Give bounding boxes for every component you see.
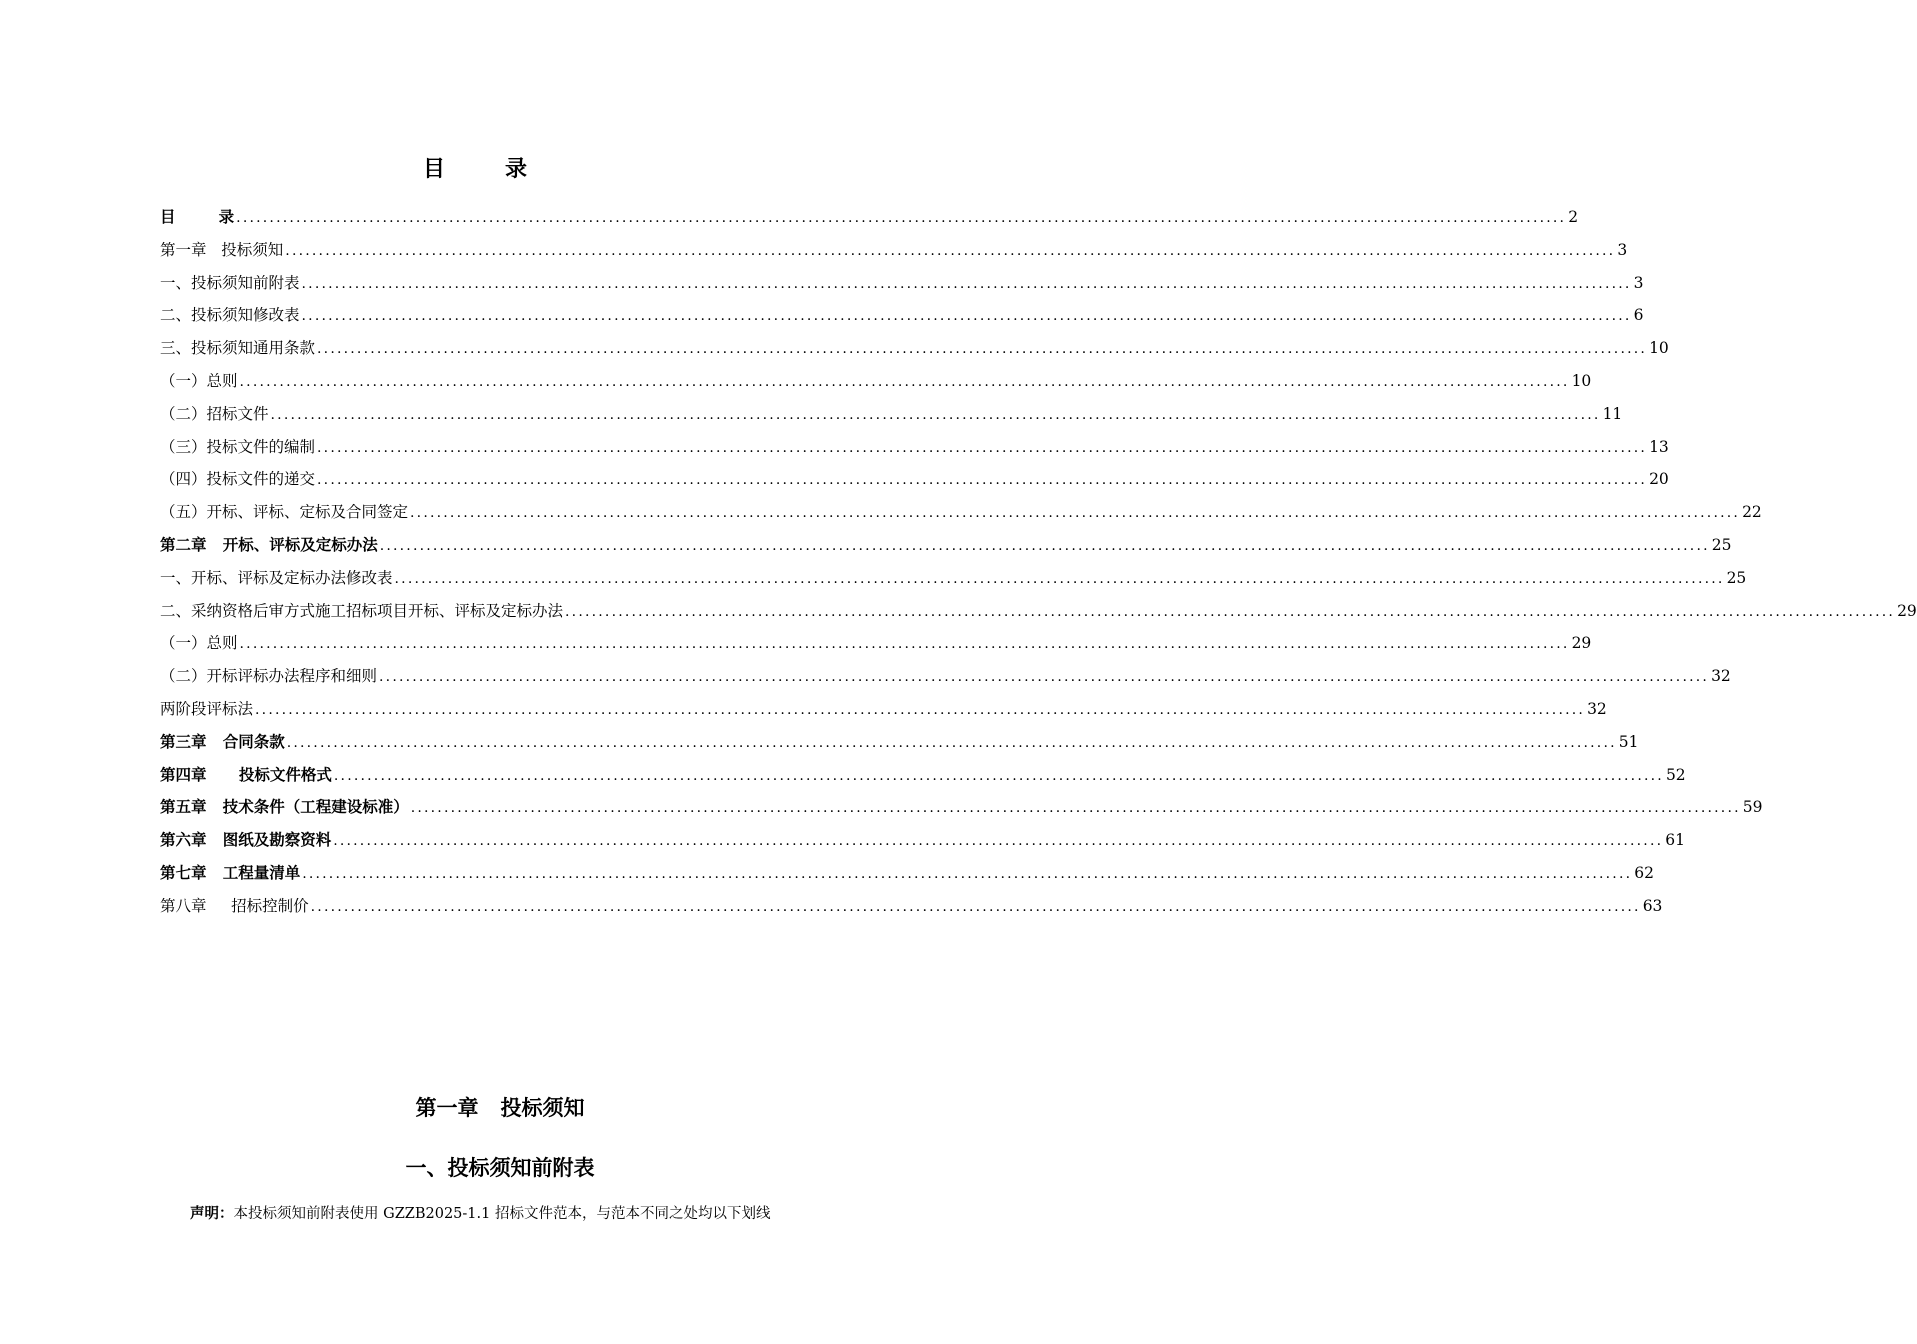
toc-entry[interactable]: [160, 791, 1763, 824]
toc-leader-dots: ........................................................................................................................................................................................................: [239, 636, 1570, 653]
toc-entry[interactable]: [160, 299, 1644, 332]
toc-entry-label: 第七章 工程量清单: [160, 863, 301, 882]
toc-entry-page: 51: [1618, 732, 1639, 751]
toc-leader-dots: ........................................................................................................................................................................................................: [285, 242, 1616, 259]
toc-entry-page: 62: [1634, 863, 1654, 882]
toc-leader-dots: ........................................................................................................................................................................................................: [239, 373, 1570, 390]
toc-entry-label: （二）招标文件: [160, 404, 269, 423]
toc-entry-label: 第五章 技术条件（工程建设标准）: [160, 798, 409, 817]
toc-entry-page: 3: [1633, 273, 1644, 292]
toc-entry-label: 二、采纳资格后审方式施工招标项目开标、评标及定标办法: [160, 601, 564, 620]
toc-entry[interactable]: [160, 332, 1669, 365]
toc-entry-label: （三）投标文件的编制: [160, 437, 316, 456]
toc-entry[interactable]: [160, 234, 1628, 267]
toc-entry-page: 22: [1742, 503, 1762, 522]
toc-entry[interactable]: [160, 496, 1762, 529]
toc-entry-label: 三、投标须知通用条款: [160, 339, 316, 358]
toc-entry[interactable]: [160, 627, 1592, 660]
toc-entry-page: 29: [1897, 601, 1917, 620]
toc-leader-dots: ........................................................................................................................................................................................................: [301, 308, 1632, 325]
toc-entry-page: 61: [1665, 831, 1685, 850]
toc-entry-page: 6: [1633, 306, 1644, 325]
toc-entry[interactable]: [160, 660, 1731, 693]
toc-entry-page: 10: [1649, 339, 1669, 358]
toc-leader-dots: ........................................................................................................................................................................................................: [255, 701, 1586, 718]
toc-entry-label: （四）投标文件的递交: [160, 470, 316, 489]
toc-entry-page: 63: [1642, 896, 1663, 915]
toc-title: [0, 152, 950, 188]
toc-entry[interactable]: [160, 431, 1669, 464]
toc-entry-label: （二）开标评标办法程序和细则: [160, 667, 378, 686]
toc-entry-label: 第八章 招标控制价: [160, 896, 309, 915]
toc-entry-label: （五）开标、评标、定标及合同签定: [160, 503, 409, 522]
toc-entry-label: 一、开标、评标及定标办法修改表: [160, 568, 393, 587]
toc-leader-dots: ........................................................................................................................................................................................................: [565, 603, 1896, 620]
toc-entry[interactable]: [160, 890, 1663, 923]
toc-entry-page: 32: [1587, 699, 1607, 718]
toc-entry-label: 第一章 投标须知: [160, 240, 284, 259]
toc-leader-dots: ........................................................................................................................................................................................................: [379, 669, 1710, 686]
toc-entry-label: 二、投标须知修改表: [160, 306, 300, 325]
declaration-text: 本投标须知前附表使用 GZZB2025-1.1 招标文件范本，与范本不同之处均以下划线: [233, 1206, 771, 1222]
toc-entry-page: 3: [1617, 240, 1628, 259]
toc-leader-dots: ........................................................................................................................................................................................................: [333, 767, 1664, 784]
toc-entry[interactable]: [160, 759, 1686, 792]
toc-entry-page: 25: [1726, 568, 1747, 587]
toc-entry-page: 20: [1649, 470, 1669, 489]
toc-leader-dots: ........................................................................................................................................................................................................: [379, 537, 1710, 554]
toc-entry-label: 第三章 合同条款: [160, 732, 285, 751]
toc-leader-dots: ........................................................................................................................................................................................................: [236, 210, 1567, 226]
toc-entry-label: （一）总则: [160, 634, 238, 653]
toc-title-char: 录: [505, 157, 528, 182]
section-title: 一、投标须知前附表: [405, 1156, 595, 1180]
toc-entry[interactable]: [160, 726, 1639, 759]
toc-leader-dots: ........................................................................................................................................................................................................: [394, 570, 1725, 587]
toc-entry[interactable]: [160, 529, 1732, 562]
toc-entry[interactable]: [160, 267, 1644, 300]
toc-entry-page: 11: [1602, 404, 1623, 423]
toc-entry-label: 第六章 图纸及勘察资料: [160, 831, 332, 850]
toc-entry-label: （一）总则: [160, 371, 238, 390]
toc-entry-label: 目 录: [160, 208, 235, 226]
toc-entry-page: 10: [1571, 371, 1592, 390]
toc-entry[interactable]: [160, 562, 1747, 595]
toc-entry[interactable]: [160, 365, 1592, 398]
toc-entry[interactable]: [160, 398, 1623, 431]
toc-entry-page: 59: [1742, 798, 1763, 817]
declaration: [190, 1200, 890, 1228]
toc-entry[interactable]: [160, 595, 1917, 628]
toc-entry-page: 25: [1711, 535, 1732, 554]
toc-entry[interactable]: [160, 857, 1654, 890]
toc-entry-label: 第二章 开标、评标及定标办法: [160, 535, 378, 554]
toc-leader-dots: ........................................................................................................................................................................................................: [301, 275, 1632, 292]
toc-entry-label: 两阶段评标法: [160, 699, 254, 718]
toc-leader-dots: ........................................................................................................................................................................................................: [333, 833, 1664, 850]
toc-entry-page: 13: [1649, 437, 1669, 456]
toc-entry[interactable]: [160, 201, 1579, 234]
toc-leader-dots: ........................................................................................................................................................................................................: [410, 505, 1741, 522]
toc-entry-page: 2: [1568, 208, 1579, 226]
toc-entry[interactable]: [160, 824, 1685, 857]
toc-entry-page: 32: [1711, 667, 1731, 686]
toc-entry-page: 29: [1571, 634, 1592, 653]
toc-entry-page: 52: [1665, 765, 1686, 784]
toc-leader-dots: ........................................................................................................................................................................................................: [317, 439, 1648, 456]
toc-entry-label: 一、投标须知前附表: [160, 273, 300, 292]
toc-leader-dots: ........................................................................................................................................................................................................: [410, 800, 1741, 817]
toc-leader-dots: ........................................................................................................................................................................................................: [317, 341, 1648, 358]
toc-leader-dots: ........................................................................................................................................................................................................: [302, 865, 1633, 882]
chapter-title: 第一章 投标须知: [415, 1096, 585, 1120]
toc-title-char: 目: [422, 157, 445, 182]
toc-leader-dots: ........................................................................................................................................................................................................: [270, 406, 1601, 423]
table-of-contents: [160, 201, 1917, 923]
toc-leader-dots: ........................................................................................................................................................................................................: [317, 472, 1648, 489]
declaration-label: 声明：: [190, 1206, 234, 1222]
toc-leader-dots: ........................................................................................................................................................................................................: [286, 734, 1617, 751]
toc-entry[interactable]: [160, 463, 1669, 496]
toc-entry-label: 第四章 投标文件格式: [160, 765, 332, 784]
toc-entry[interactable]: [160, 693, 1607, 726]
toc-leader-dots: ........................................................................................................................................................................................................: [310, 898, 1641, 915]
